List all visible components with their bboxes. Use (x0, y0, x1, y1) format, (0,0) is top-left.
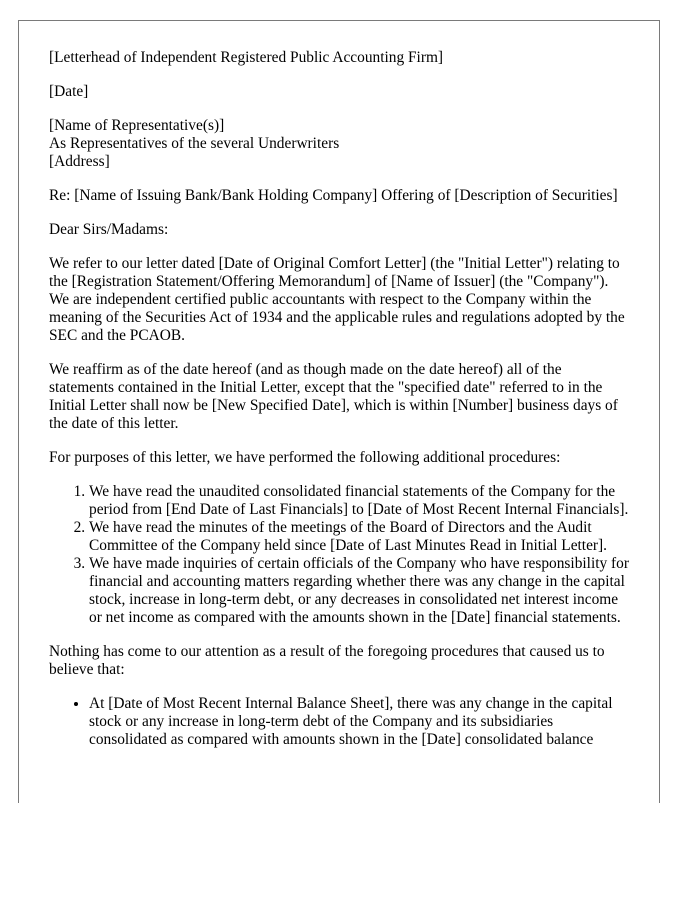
findings-list (49, 695, 629, 749)
procedure-item: 3. We have made inquiries of certain officials of the Company who have responsibility for financial and accounting matters regarding whether there was any change in the capital stock, increase in long-term debt, or any decreases in consolidated net interest income or net income as compared with the amounts shown in the [Date] financial statements. (89, 555, 629, 627)
letter-date: [Date] (49, 83, 89, 100)
letter-body (19, 21, 659, 749)
letterhead: [Letterhead of Independent Registered Public Accounting Firm] (49, 49, 444, 66)
procedure-item: 2. We have read the minutes of the meetings of the Board of Directors and the Audit Committee of the Company held since [Date of Last Minutes Read in Initial Letter]. (89, 519, 629, 555)
paragraph-reference: We refer to our letter dated [Date of Original Comfort Letter] (the "Initial Letter") relating to the [Registration Statement/Offering Memorandum] of [Name of Issuer] (the "Company"). We are independent certified public accountants with respect to the Company within the meaning of the Securities Act of 1934 and the applicable rules and regulations adopted by the SEC and the PCAOB. (49, 255, 625, 344)
finding-item: • At [Date of Most Recent Internal Balance Sheet], there was any change in the capital stock or any increase in long-term debt of the Company and its subsidiaries consolidated as compared with amounts shown in the [Date] consolidated balance (89, 695, 629, 749)
procedure-item: 1. We have read the unaudited consolidated financial statements of the Company for the period from [End Date of Last Financials] to [Date of Most Recent Internal Financials]. (89, 483, 629, 519)
paragraph-procedures-intro: For purposes of this letter, we have performed the following additional procedures: (49, 449, 561, 466)
addressee-role: As Representatives of the several Underwriters (49, 135, 340, 152)
letter-page (18, 20, 660, 803)
conclusion-intro: Nothing has come to our attention as a result of the foregoing procedures that caused us to believe that: (49, 643, 605, 678)
addressee-block (49, 117, 629, 171)
addressee-address: [Address] (49, 153, 110, 170)
paragraph-reaffirm: We reaffirm as of the date hereof (and as though made on the date hereof) all of the statements contained in the Initial Letter, except that the "specified date" referred to in the Initial Letter shall now be [New Specified Date], which is within [Number] business days of the date of this letter. (49, 361, 618, 432)
addressee-name: [Name of Representative(s)] (49, 117, 225, 134)
salutation: Dear Sirs/Madams: (49, 221, 169, 238)
procedures-list (49, 483, 629, 627)
subject-line: Re: [Name of Issuing Bank/Bank Holding Company] Offering of [Description of Securities] (49, 187, 618, 204)
